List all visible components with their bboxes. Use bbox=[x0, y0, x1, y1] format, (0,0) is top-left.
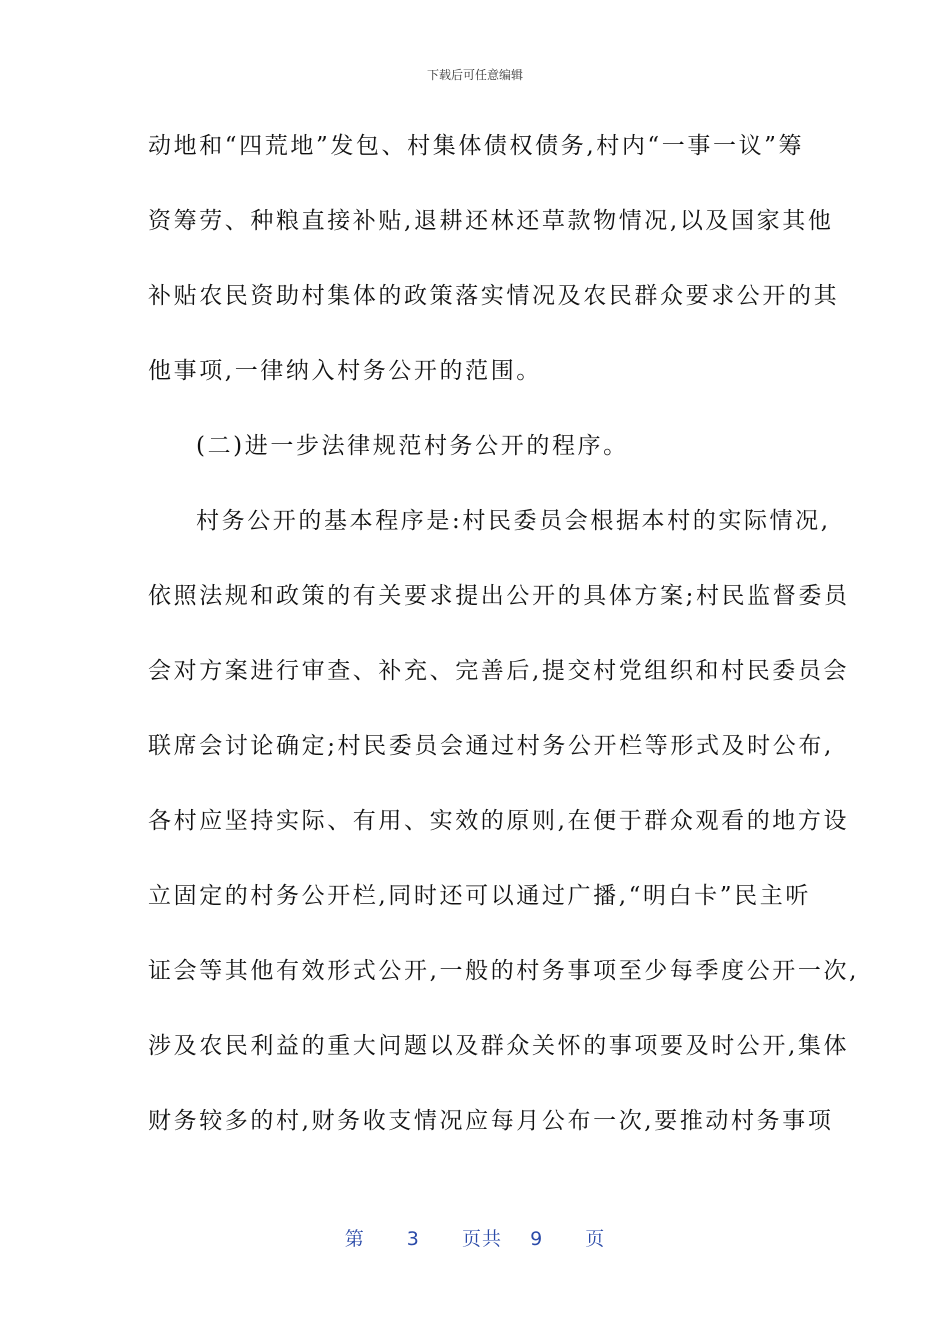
paragraph-line: 依照法规和政策的有关要求提出公开的具体方案;村民监督委员 bbox=[148, 583, 850, 609]
paragraph-line: 联席会讨论确定;村民委员会通过村务公开栏等形式及时公布, bbox=[148, 733, 834, 759]
paragraph-line: 立固定的村务公开栏,同时还可以通过广播,“明白卡”民主听 bbox=[148, 883, 811, 909]
paragraph-line: 会对方案进行审查、补充、完善后,提交村党组织和村民委员会 bbox=[148, 658, 850, 684]
section-heading: (二)进一步法律规范村务公开的程序。 bbox=[196, 433, 629, 459]
total-page-count: 9 bbox=[530, 1228, 544, 1250]
current-page-number: 3 bbox=[406, 1228, 420, 1250]
page-footer-suffix: 页 bbox=[585, 1228, 606, 1250]
page-header-note: 下载后可任意编辑 bbox=[426, 68, 523, 82]
paragraph-line: 财务较多的村,财务收支情况应每月公布一次,要推动村务事项 bbox=[148, 1108, 834, 1134]
page-footer bbox=[0, 1224, 950, 1251]
paragraph-line: 补贴农民资助村集体的政策落实情况及农民群众要求公开的其 bbox=[148, 283, 840, 309]
document-body bbox=[148, 128, 860, 1178]
paragraph-line: 资筹劳、种粮直接补贴,退耕还林还草款物情况,以及国家其他 bbox=[148, 208, 834, 234]
paragraph-line: 涉及农民利益的重大问题以及群众关怀的事项要及时公开,集体 bbox=[148, 1033, 850, 1059]
page-footer-prefix: 第 bbox=[344, 1228, 365, 1250]
paragraph-line: 证会等其他有效形式公开,一般的村务事项至少每季度公开一次, bbox=[148, 958, 860, 984]
page-footer-middle: 页共 bbox=[461, 1228, 502, 1250]
paragraph-line: 村务公开的基本程序是:村民委员会根据本村的实际情况, bbox=[196, 508, 831, 534]
paragraph-line: 各村应坚持实际、有用、实效的原则,在便于群众观看的地方设 bbox=[148, 808, 850, 834]
paragraph-line: 他事项,一律纳入村务公开的范围。 bbox=[148, 358, 542, 384]
paragraph-line: 动地和“四荒地”发包、村集体债权债务,村内“一事一议”筹 bbox=[148, 133, 805, 159]
